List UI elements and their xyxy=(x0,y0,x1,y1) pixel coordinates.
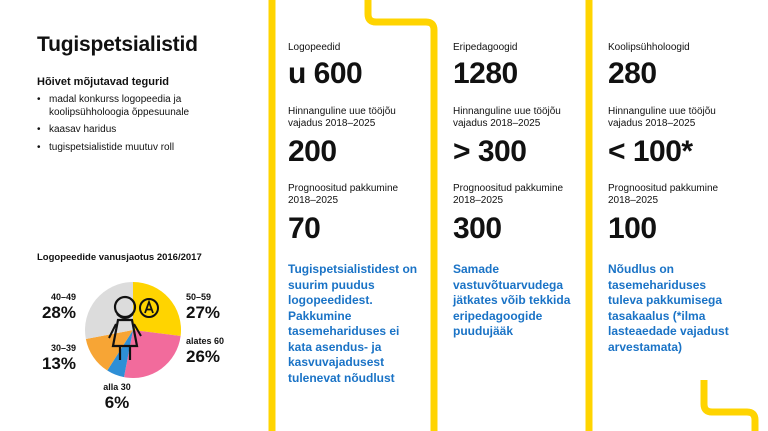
age-chart-title: Logopeedide vanusjaotus 2016/2017 xyxy=(37,252,202,263)
age-label-50-59: 50–59 27% xyxy=(186,292,221,322)
column-need-label: Hinnanguline uue tööjõu vajadus 2018–2025 xyxy=(453,106,561,129)
factor-item: • madal konkurss logopeedia ja koolipsühholoogia õppesuunale xyxy=(37,94,249,119)
age-label-40-49: 40–49 28% xyxy=(41,292,76,322)
age-pie-chart xyxy=(83,280,183,380)
column-need: < 100* xyxy=(608,135,693,168)
column-group-label: Koolipsühholoogid xyxy=(608,42,690,53)
route-line-4 xyxy=(704,380,755,431)
factors-list xyxy=(37,94,249,159)
pie-slice-4 xyxy=(85,282,133,339)
column-need: > 300 xyxy=(453,135,527,168)
column-group-label: Logopeedid xyxy=(288,42,341,53)
factors-heading: Hõivet mõjutavad tegurid xyxy=(37,76,170,88)
column-supply-label: Prognoositud pakkumine 2018–2025 xyxy=(608,183,719,206)
pie-slice-1 xyxy=(124,330,181,378)
column-note: Nõudlus on tasemehariduses tuleva pakkumisega tasakaalus (*ilma lasteaedade vajadust arvestamata) xyxy=(608,262,729,354)
column-supply: 100 xyxy=(608,212,657,245)
column-note: Tugispetsialistidest on suurim puudus logopeedidest. Pakkumine tasemehariduses ei kata asendus- ja kasvuvajadusest tulenevat nõudlust xyxy=(288,262,418,385)
age-label-60-plus: alates 60 26% xyxy=(186,336,225,366)
column-group-label: Eripedagoogid xyxy=(453,42,518,53)
age-label-30-39: 30–39 13% xyxy=(41,343,76,373)
column-count: 280 xyxy=(608,57,657,90)
column-count: u 600 xyxy=(288,57,363,90)
column-supply-label: Prognoositud pakkumine 2018–2025 xyxy=(453,183,564,206)
factor-item: • kaasav haridus xyxy=(37,124,249,137)
page-title: Tugispetsialistid xyxy=(37,33,198,56)
column-need-label: Hinnanguline uue tööjõu vajadus 2018–2025 xyxy=(608,106,716,129)
column-supply-label: Prognoositud pakkumine 2018–2025 xyxy=(288,183,399,206)
factor-item: • tugispetsialistide muutuv roll xyxy=(37,142,249,155)
column-need-label: Hinnanguline uue tööjõu vajadus 2018–2025 xyxy=(288,106,396,129)
age-label-under-30: alla 30 6% xyxy=(103,382,131,412)
column-count: 1280 xyxy=(453,57,518,90)
column-note: Samade vastuvõtuarvudega jätkates võib tekkida eripedagoogide puudujääk xyxy=(453,262,571,338)
column-need: 200 xyxy=(288,135,337,168)
column-supply: 300 xyxy=(453,212,502,245)
column-supply: 70 xyxy=(288,212,321,245)
